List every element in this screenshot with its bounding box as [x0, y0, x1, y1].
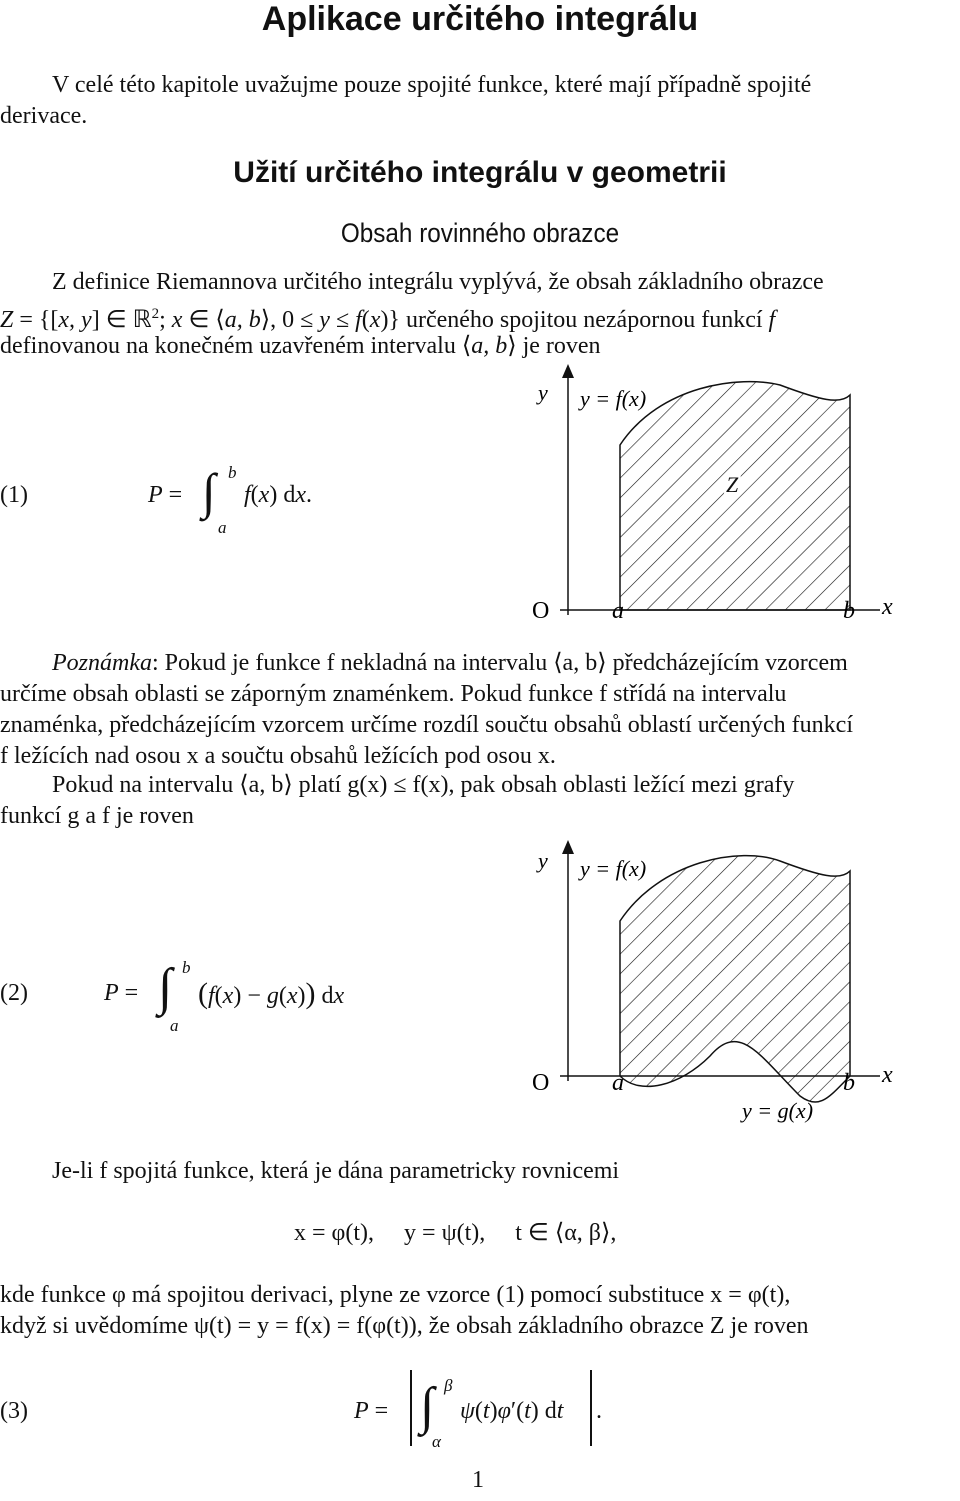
section-title: Užití určitého integrálu v geometrii [233, 156, 727, 189]
intro-line2: derivace. [0, 103, 88, 129]
lower-limit-3: α [432, 1432, 441, 1451]
figure-area-under-curve [520, 360, 940, 630]
page-title: Aplikace určitého integrálu [261, 0, 699, 38]
lower-limit-2: a [170, 1016, 179, 1035]
fig1-origin: O [532, 598, 550, 624]
fig1-b: b [843, 598, 855, 624]
fig2-origin: O [532, 1070, 550, 1096]
integral-sign-3: ∫ [420, 1378, 435, 1435]
fig2-y-label: y [538, 848, 548, 873]
para4-line1: kde funkce φ má spojitou derivaci, plyne ze vzorce (1) pomocí substituce x = φ(t), [0, 1282, 791, 1308]
fig2-x-label: x [882, 1062, 893, 1088]
page-number: 1 [472, 1467, 484, 1493]
fig1-curve-label: y = f(x) [580, 386, 647, 411]
eq3-label: (3) [0, 1398, 28, 1424]
subsection-title: Obsah rovinného obrazce [340, 218, 620, 248]
para1-line3: definovanou na konečném uzavřeném intervalu ⟨a, b⟩ je roven [0, 333, 601, 359]
upper-limit-2: b [182, 958, 191, 977]
fig1-y-label: y [538, 380, 548, 405]
note-line3: znaménka, předcházejícím vzorcem určíme rozdíl součtu obsahů oblastí určených funkcí [0, 712, 853, 738]
parametric-equations: x = φ(t), y = ψ(t), t ∈ ⟨α, β⟩, [294, 1220, 617, 1246]
abs-bar-right [590, 1370, 592, 1446]
fig1-x-label: x [882, 594, 893, 620]
fig2-a: a [612, 1070, 624, 1096]
fig1-region-label: Z [726, 472, 739, 497]
para2-line1: Pokud na intervalu ⟨a, b⟩ platí g(x) ≤ f(x), pak obsah oblasti ležící mezi grafy [52, 772, 795, 798]
intro-line1: V celé této kapitole uvažujme pouze spojité funkce, které mají případně spojité [52, 72, 812, 98]
eq3-integrand: ψ(t)φ′(t) dt [460, 1398, 564, 1424]
eq2: P = [104, 980, 139, 1006]
eq3: P = [354, 1398, 389, 1424]
eq2-integrand: (f(x) − g(x)) dx [198, 977, 345, 1010]
eq3-period: . [596, 1398, 602, 1424]
para1-line1: Z definice Riemannova určitého integrálu vyplývá, že obsah základního obrazce [52, 269, 824, 295]
fig2-lower-label: y = g(x) [742, 1098, 814, 1123]
lower-limit: a [218, 518, 227, 537]
para2-line2: funkcí g a f je roven [0, 803, 194, 829]
para4-line2: když si uvědomíme ψ(t) = y = f(x) = f(φ(t)), že obsah základního obrazce Z je roven [0, 1313, 809, 1339]
eq1: P = [148, 482, 183, 508]
fig2-curve-label: y = f(x) [580, 856, 647, 881]
integral-sign-2: ∫ [158, 959, 173, 1016]
upper-limit-3: β [444, 1376, 453, 1395]
upper-limit: b [228, 463, 237, 482]
fig2-b: b [843, 1070, 855, 1096]
abs-bar-left [410, 1370, 412, 1446]
figure-area-between-curves [520, 836, 940, 1126]
eq1-integrand: f(x) dx. [244, 482, 312, 508]
note-line4: f ležících nad osou x a součtu obsahů ležících pod osou x. [0, 743, 556, 769]
integral-sign: ∫ [202, 463, 216, 519]
eq2-label: (2) [0, 980, 28, 1006]
note-line1: Poznámka: Pokud je funkce f nekladná na intervalu ⟨a, b⟩ předcházejícím vzorcem [52, 650, 848, 676]
para3-line1: Je-li f spojitá funkce, která je dána parametricky rovnicemi [52, 1158, 620, 1184]
eq1-label: (1) [0, 482, 28, 508]
para1-line2: Z = {[x, y] ∈ ℝ$^2$; x ∈ ⟨a, b⟩, 0 ≤ y ≤ f(x)} určeného spojitou nezápornou funkcí f [0, 306, 776, 333]
note-line2: určíme obsah oblasti se záporným znaménkem. Pokud funkce f střídá na intervalu [0, 681, 787, 707]
fig1-a: a [612, 598, 624, 624]
